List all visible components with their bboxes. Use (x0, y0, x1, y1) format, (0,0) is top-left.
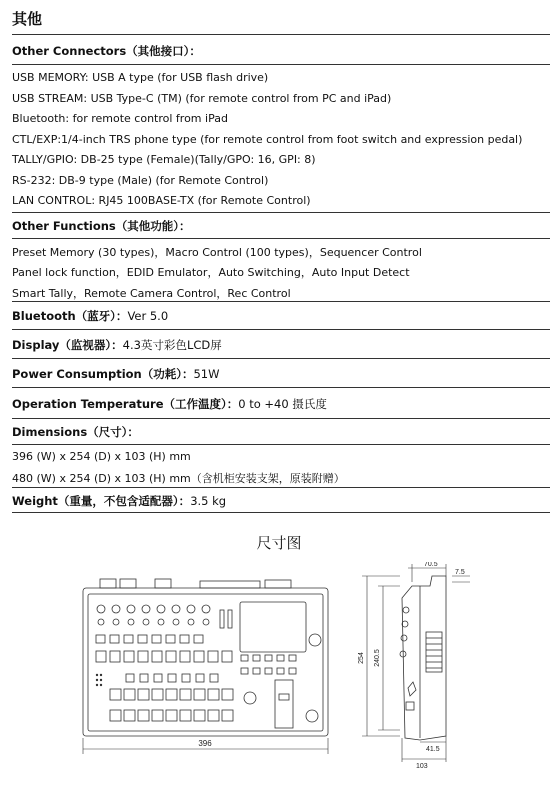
spec-line: Bluetooth: for remote control from iPad (12, 112, 228, 125)
spec-row-power (12, 359, 550, 388)
spec-row-connectors-heading (12, 34, 550, 65)
spec-row-functions-body (12, 239, 550, 302)
dim-top-label: 70.5 (424, 562, 438, 568)
dim-width-label: 396 (198, 739, 212, 748)
spec-row-dimensions-heading (12, 419, 550, 445)
page-title: 其他 (12, 10, 43, 28)
drawing-title: 尺寸图 (256, 534, 302, 552)
spec-line: CTL/EXP:1/4-inch TRS phone type (for remote control from foot switch and expression pedal) (12, 133, 523, 146)
spec-line: Preset Memory (30 types)，Macro Control (100 types)，Sequencer Control (12, 246, 422, 259)
dim-height-label: 103 (416, 763, 428, 770)
spec-heading: Power Consumption（功耗）：51W (12, 367, 220, 381)
spec-row-display (12, 330, 550, 359)
spec-row-temperature (12, 388, 550, 419)
spec-line: USB STREAM: USB Type-C (TM) (for remote control from PC and iPad) (12, 92, 392, 105)
spec-line: USB MEMORY: USB A type (for USB flash drive) (12, 71, 269, 84)
dim-depth-inner-label: 240.5 (374, 649, 381, 667)
spec-heading: Other Connectors（其他接口）： (12, 44, 201, 58)
device-side-outline (400, 576, 446, 740)
knob-row (97, 605, 210, 625)
spec-line: LAN CONTROL: RJ45 100BASE-TX (for Remote Control) (12, 194, 311, 207)
spec-line: 480 (W) x 254 (D) x 103 (H) mm（含机柜安装支架，原装附赠） (12, 472, 345, 485)
spec-line: TALLY/GPIO: DB-25 type (Female)(Tally/GPO: 16, GPI: 8) (12, 153, 316, 166)
spec-row-functions-heading (12, 213, 550, 239)
button-rows (96, 635, 296, 721)
lcd-screen (240, 602, 306, 652)
spec-row-weight (12, 488, 550, 513)
spec-line: Panel lock function，EDID Emulator，Auto Switching，Auto Input Detect (12, 266, 410, 279)
dimension-drawing (0, 562, 558, 782)
dim-depth-label: 254 (358, 652, 365, 664)
spec-row-bluetooth (12, 302, 550, 330)
spec-heading: Operation Temperature（工作温度）：0 to +40 摄氏度 (12, 397, 327, 411)
spec-heading: Weight（重量，不包含适配器）：3.5 kg (12, 494, 227, 508)
spec-row-connectors-body (12, 64, 550, 213)
spec-line: RS-232: DB-9 type (Male) (for Remote Control) (12, 174, 269, 187)
spec-line: Smart Tally，Remote Camera Control，Rec Control (12, 287, 291, 300)
dim-bottom-label: 41.5 (426, 746, 440, 753)
dim-top-small-label: 7.5 (455, 569, 465, 576)
spec-row-dimensions-body (12, 445, 550, 488)
spec-heading: Display（监视器）：4.3英寸彩色LCD屏 (12, 338, 222, 352)
spec-heading: Dimensions（尺寸）： (12, 425, 139, 439)
spec-heading: Other Functions（其他功能）： (12, 219, 191, 233)
t-bar-fader (275, 680, 293, 728)
spec-line: 396 (W) x 254 (D) x 103 (H) mm (12, 450, 191, 463)
spec-heading: Bluetooth（蓝牙）：Ver 5.0 (12, 309, 169, 323)
